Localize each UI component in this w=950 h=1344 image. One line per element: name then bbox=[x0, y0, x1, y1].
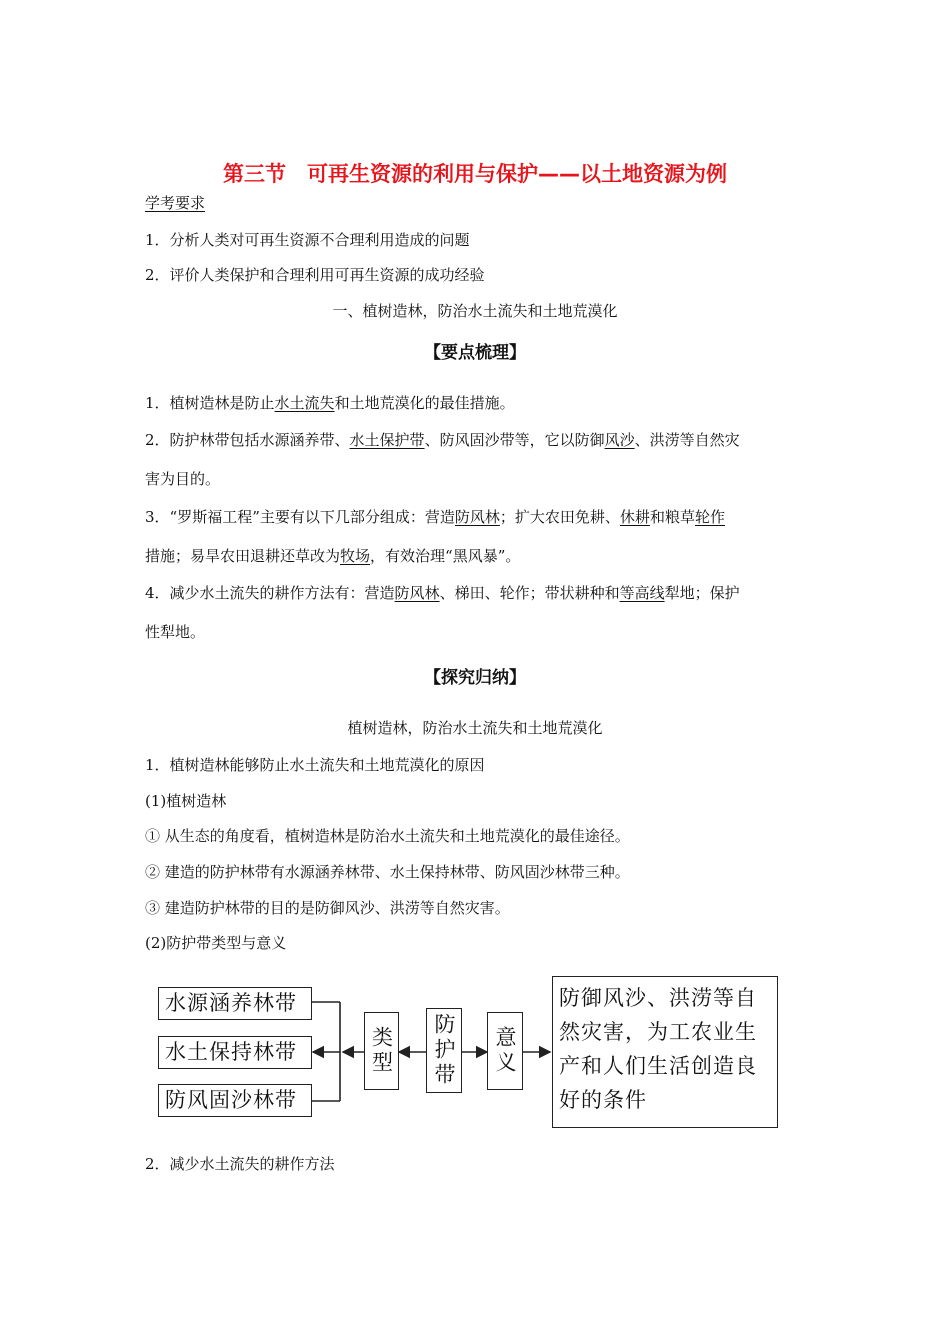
type-label-box bbox=[364, 1012, 399, 1090]
answer-blank: 风沙 bbox=[604, 431, 635, 449]
requirements-heading: 学考要求 bbox=[145, 194, 206, 212]
explore-line-7: 2．减少水土流失的耕作方法 bbox=[145, 1155, 335, 1173]
key-points-heading: 【要点梳理】 bbox=[424, 343, 526, 363]
meaning-label-box bbox=[487, 1012, 523, 1090]
explore-line-5: ③ 建造防护林带的目的是防御风沙、洪涝等自然灾害。 bbox=[145, 899, 510, 917]
explore-line-4: ② 建造的防护林带有水源涵养林带、水土保持林带、防风固沙林带三种。 bbox=[145, 863, 630, 881]
type-box-2: 水土保持林带 bbox=[158, 1036, 312, 1069]
text-segment: 、梯田、轮作；带状耕种和 bbox=[439, 584, 620, 602]
text-segment: ；扩大农田免耕、 bbox=[499, 508, 620, 526]
center-label: 防护带 bbox=[432, 1013, 456, 1088]
text-segment: 犁地；保护 bbox=[664, 584, 740, 602]
page-title: 第三节 可再生资源的利用与保护——以土地资源为例 bbox=[223, 162, 727, 186]
type-box-3: 防风固沙林带 bbox=[158, 1084, 312, 1117]
answer-blank: 防风林 bbox=[394, 584, 440, 602]
answer-blank: 休耕 bbox=[619, 508, 650, 526]
explore-heading: 【探究归纳】 bbox=[424, 668, 526, 688]
text-segment: 1．植树造林是防止 bbox=[145, 394, 275, 412]
explore-line-3: ① 从生态的角度看，植树造林是防治水土流失和土地荒漠化的最佳途径。 bbox=[145, 827, 630, 845]
type-box-1: 水源涵养林带 bbox=[158, 987, 312, 1020]
explore-line-6: (2)防护带类型与意义 bbox=[145, 934, 287, 952]
key-point-2-cont: 害为目的。 bbox=[145, 470, 221, 488]
center-box bbox=[426, 1008, 462, 1093]
key-point-4-cont: 性犁地。 bbox=[145, 623, 206, 641]
section-one-title: 一、植树造林，防治水土流失和土地荒漠化 bbox=[332, 302, 618, 320]
text-segment: 4．减少水土流失的耕作方法有：营造 bbox=[145, 584, 395, 602]
answer-blank: 水土保护带 bbox=[349, 431, 425, 449]
requirement-item-2: 2．评价人类保护和合理利用可再生资源的成功经验 bbox=[145, 266, 485, 284]
text-segment: 、洪涝等自然灾 bbox=[634, 431, 740, 449]
text-segment: 2．防护林带包括水源涵养带、 bbox=[145, 431, 350, 449]
explore-line-2: (1)植树造林 bbox=[145, 792, 227, 810]
requirement-item-1: 1．分析人类对可再生资源不合理利用造成的问题 bbox=[145, 231, 470, 249]
text-segment: 3．“罗斯福工程”主要有以下几部分组成：营造 bbox=[145, 508, 455, 526]
answer-blank: 轮作 bbox=[694, 508, 725, 526]
type-label: 类型 bbox=[369, 1026, 394, 1076]
text-segment: 、防风固沙带等，它以防御 bbox=[424, 431, 605, 449]
meaning-label: 意义 bbox=[493, 1026, 517, 1076]
text-segment: ，有效治理“黑风暴”。 bbox=[370, 547, 521, 565]
answer-blank: 防风林 bbox=[454, 508, 500, 526]
meaning-text-box: 防御风沙、洪涝等自然灾害，为工农业生产和人们生活创造良好的条件 bbox=[552, 976, 778, 1128]
answer-blank: 牧场 bbox=[340, 547, 371, 565]
answer-blank: 等高线 bbox=[619, 584, 665, 602]
text-segment: 和粮草 bbox=[649, 508, 695, 526]
explore-line-1: 1．植树造林能够防止水土流失和土地荒漠化的原因 bbox=[145, 756, 485, 774]
explore-subtitle: 植树造林，防治水土流失和土地荒漠化 bbox=[347, 719, 603, 737]
text-segment: 措施；易旱农田退耕还草改为 bbox=[145, 547, 341, 565]
text-segment: 和土地荒漠化的最佳措施。 bbox=[334, 394, 515, 412]
answer-blank: 水土流失 bbox=[274, 394, 335, 412]
